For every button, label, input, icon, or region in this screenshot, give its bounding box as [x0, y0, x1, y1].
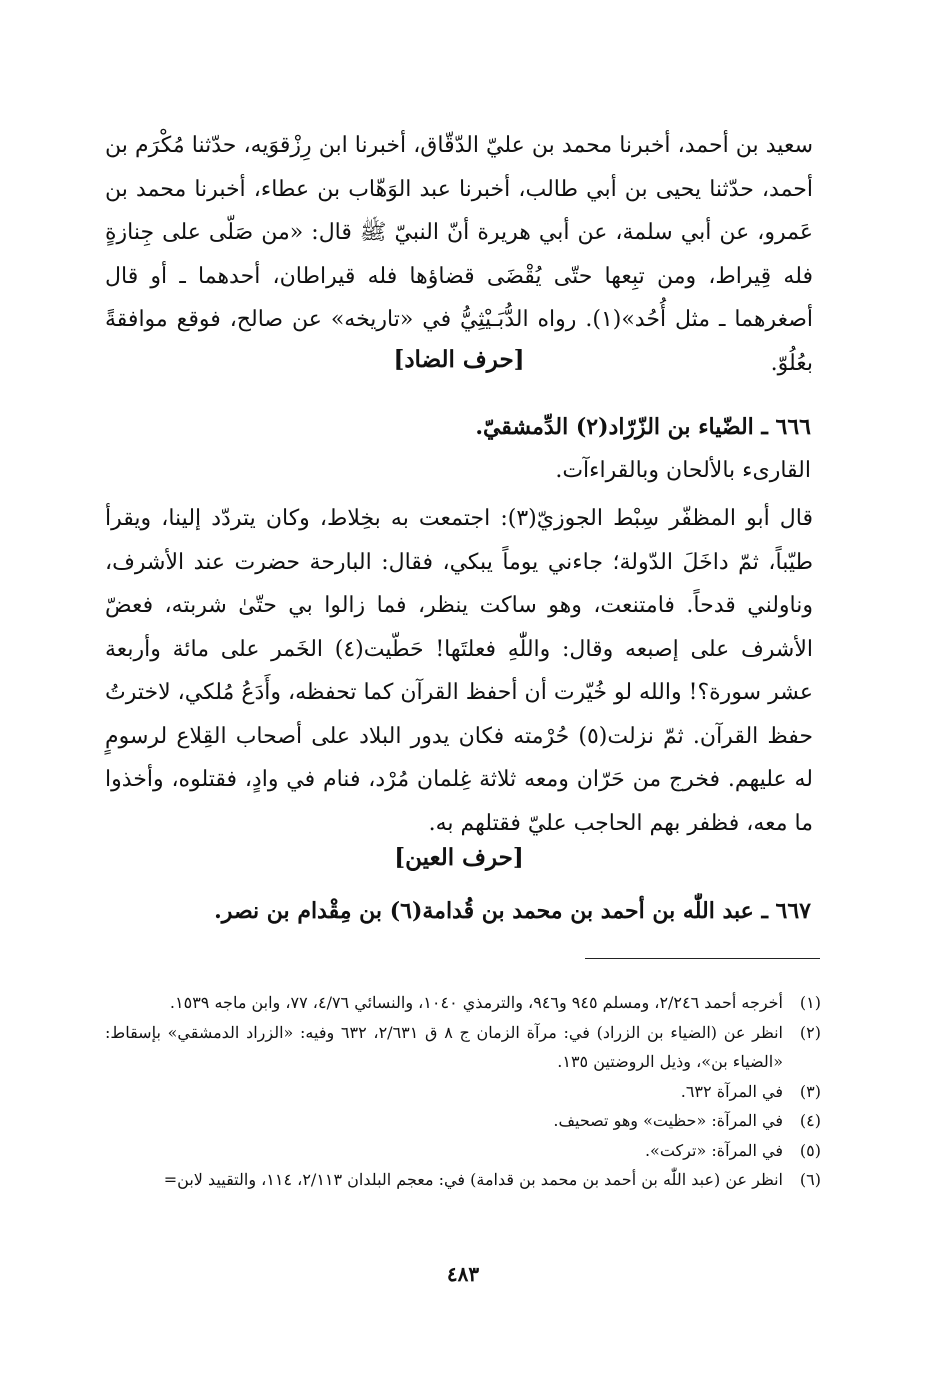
footnote-4 — [105, 1106, 821, 1136]
footnote-text: في المرآة: «تركت». — [644, 1140, 783, 1160]
footnote-number: (١) — [799, 993, 821, 1012]
footnotes-block — [105, 988, 821, 1195]
footnote-3 — [105, 1077, 821, 1107]
footnote-text: انظر عن (عبد اللّٰه بن أحمد بن محمد بن قدامة) في: معجم البلدان ٢/١١٣، ١١٤، والتقييد لابن= — [163, 1170, 783, 1189]
footnote-number: (٥) — [799, 1140, 821, 1160]
entry-666-subtitle: القارىء بالألحان وبالقراءآت. — [555, 458, 811, 483]
footnote-text: أخرجه أحمد ٢/٢٤٦، ومسلم ٩٤٥ و٩٤٦، والترمذي ١٠٤٠، والنسائي ٤/٧٦، ٧٧، وابن ماجه ١٥٣٩. — [169, 993, 783, 1012]
body-paragraph-1: سعيد بن أحمد، أخبرنا محمد بن عليّ الدّقّاق، أخبرنا ابن رِزْقوَيه، حدّثنا مُكْرَم بن أحمد، حدّثنا يحيى بن أبي طالب، أخبرنا عبد الوَهّاب بن عطاء، أخبرنا محمد بن عَمرو، عن أبي سلمة، عن أبي هريرة أنّ النبيّ ﷺ قال: «من صَلّى على جِنازةٍ فله قِيراط، ومن تبِعها حتّى يُقْضَى قضاؤها فله قيراطان، أحدهما ـ أو قال أصغرهما ـ مثل أُحُد»(١). رواه الدُّبَـيْثِيُّ في «تاريخه» عن صالح، فوقع موافقةً بعُلُوّ. — [105, 133, 813, 376]
section-heading-ain: [حرف العين] — [394, 844, 524, 871]
footnote-text: في المرآة ٦٣٢. — [680, 1081, 783, 1101]
footnote-number: (٤) — [799, 1111, 821, 1130]
footnote-6 — [105, 1165, 821, 1195]
entry-667-title: ٦٦٧ ـ عبد اللّٰه بن أحمد بن محمد بن قُدامة(٦) بن مِقْدام بن نصر. — [214, 898, 811, 924]
footnote-number: (٢) — [799, 1022, 821, 1042]
footnote-text: انظر عن (الضياء بن الزراد) في: مرآة الزمان ج ٨ ق ٢/٦٣١، ٦٣٢ وفيه: «الزراد الدمشقي» بإسقاط: «الضياء بن»، وذيل الروضتين ١٣٥. — [105, 1022, 784, 1071]
footnote-5 — [105, 1136, 821, 1166]
page-number: ٤٨٣ — [446, 1262, 480, 1286]
footnote-separator — [585, 958, 820, 959]
footnote-number: (٦) — [799, 1170, 821, 1189]
footnote-text: في المرآة: «حظيت» وهو تصحيف. — [553, 1111, 783, 1130]
entry-666-title: ٦٦٦ ـ الضّياء بن الزّرّاد(٢) الدِّمشقيّ. — [475, 414, 811, 440]
body-paragraph-2: قال أبو المظفّر سِبْط الجوزيّ(٣): اجتمعت به بخِلاط، وكان يتردّد إلينا، ويقرأ طيّباً، ثمّ داخَلَ الدّولة؛ جاءني يوماً يبكي، فقال: البارحة حضرت عند الأشرف، وناولني قدحاً. فامتنعت، وهو ساكت ينظر، فما زالوا بي حتّىٰ شربته، فعضّ الأشرف على إصبعه وقال: واللّٰهِ فعلتَها! حَطّيت(٤) الخَمر على مائة وأربعة عشر سورة؟! والله لو خُيّرت أن أحفظ القرآن كما تحفظه، وأَدَعُ مُلكي، لاخترتُ حفظ القرآن. ثمّ نزلت(٥) حُرْمته فكان يدور البلاد على أصحاب القِلاع لرسومٍ له عليهم. فخرج من حَرّان ومعه ثلاثة غِلمان مُرْد، فنام في وادٍ، فقتلوه، وأخذوا ما معه، فظفر بهم الحاجب عليّ فقتلهم به. — [105, 506, 814, 836]
footnote-1 — [105, 988, 821, 1018]
footnote-number: (٣) — [799, 1081, 821, 1101]
footnote-2 — [105, 1018, 821, 1077]
section-heading-dad: [حرف الضاد] — [393, 346, 525, 373]
